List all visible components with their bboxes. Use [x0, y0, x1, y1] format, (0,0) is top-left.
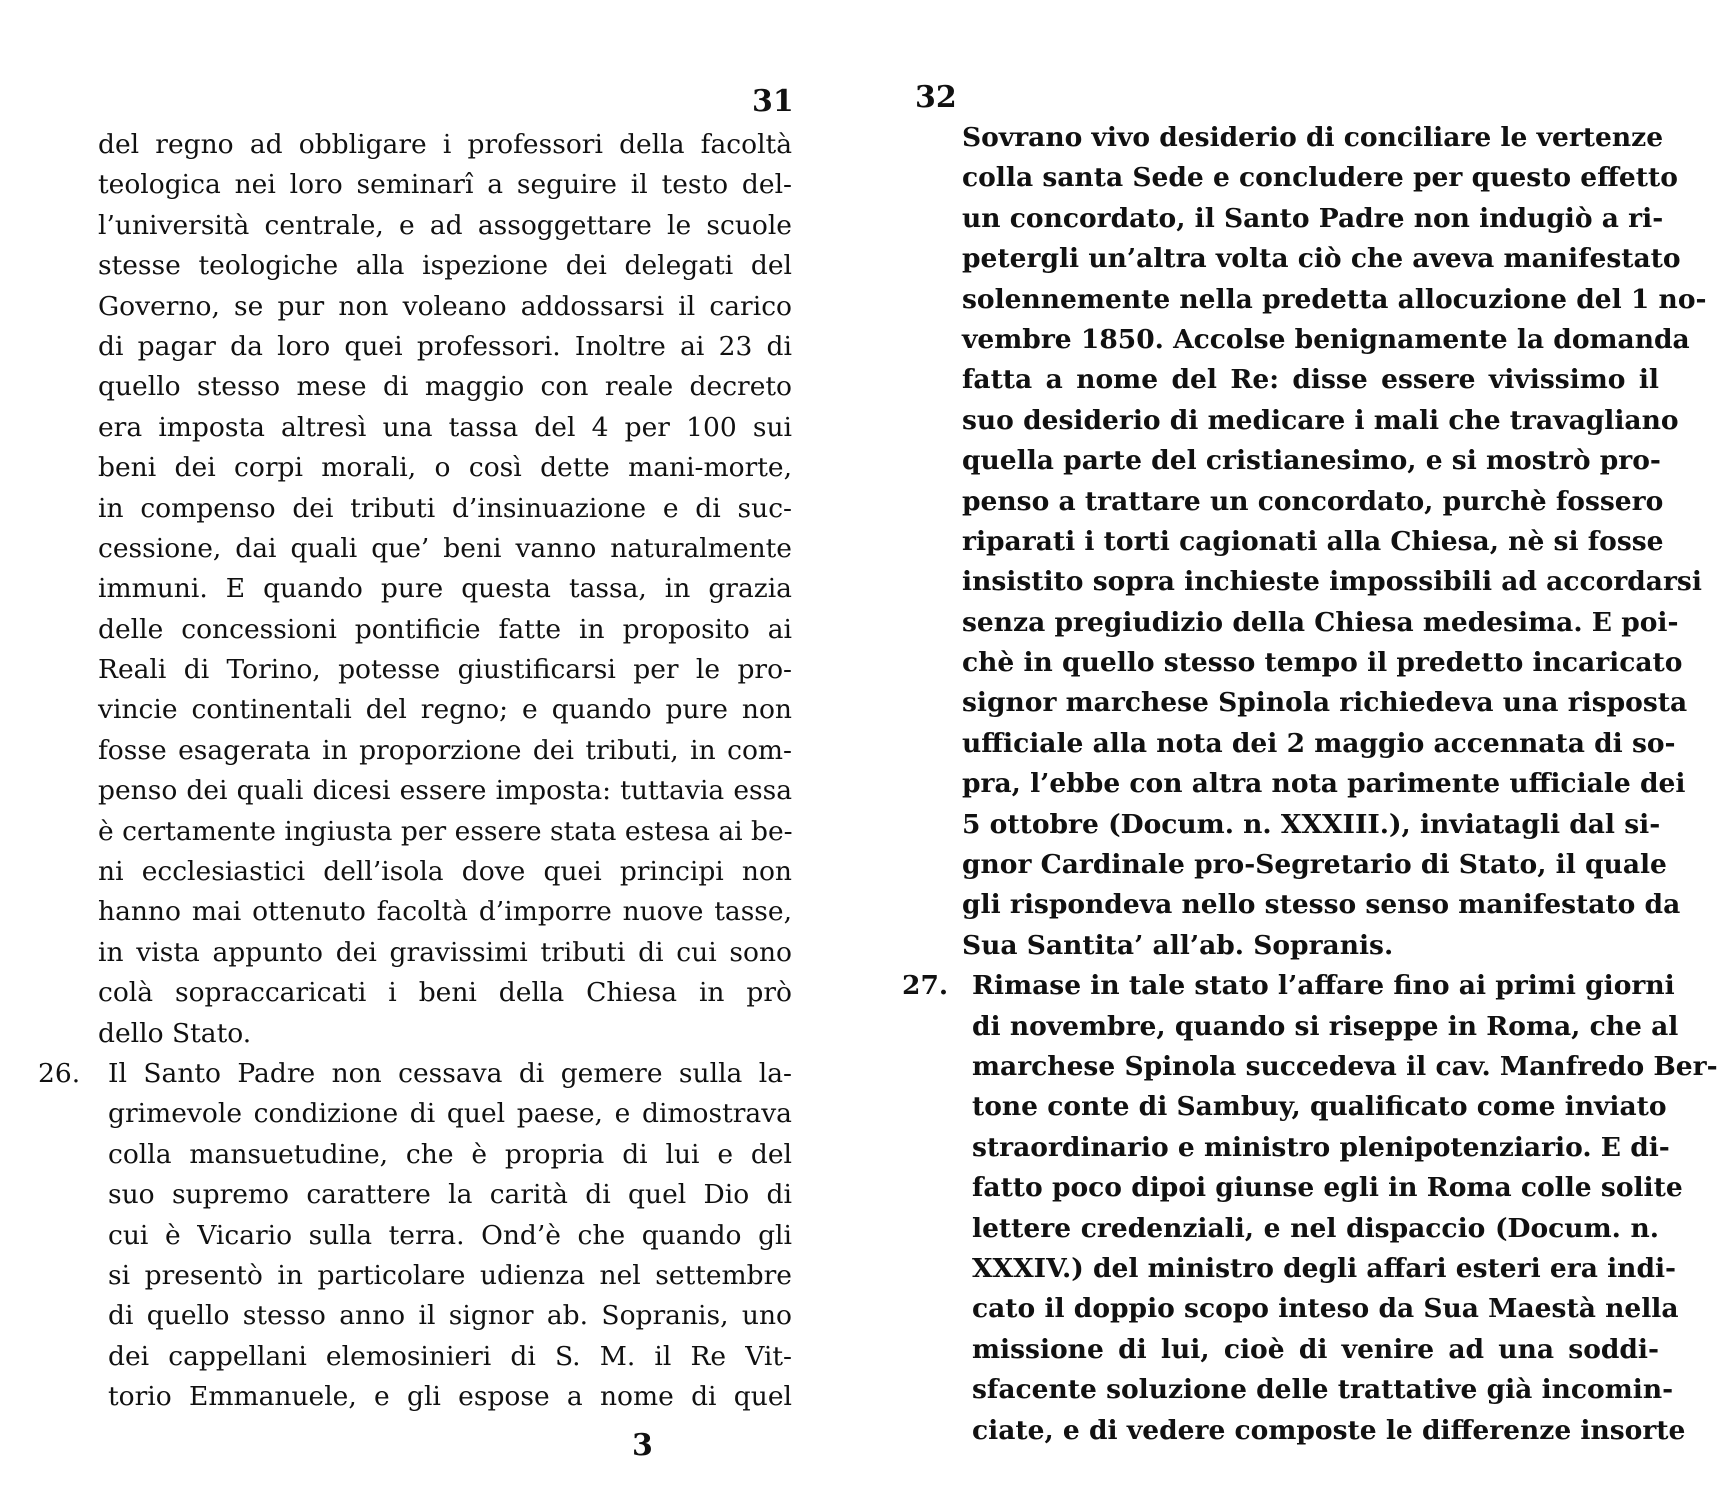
text-line: fatta a nome del Re: disse essere vivissimo il — [962, 364, 1659, 396]
text-line: hanno mai ottenuto facoltà d’imporre nuove tasse, — [98, 896, 792, 928]
page-number: 31 — [752, 84, 794, 119]
text-line: immuni. E quando pure questa tassa, in grazia — [98, 573, 792, 605]
text-line: riparati i torti cagionati alla Chiesa, nè si fosse — [962, 525, 1664, 557]
text-line: penso dei quali dicesi essere imposta: tuttavia essa — [98, 775, 792, 807]
text-line: fosse esagerata in proporzione dei tributi, in com- — [98, 734, 792, 766]
text-line: penso a trattare un concordato, purchè fossero — [962, 485, 1664, 517]
text-line: senza pregiudizio della Chiesa medesima. E poi- — [962, 606, 1679, 638]
text-line: suo desiderio di medicare i mali che travagliano — [962, 404, 1679, 436]
text-line: petergli un’altra volta ciò che aveva manifestato — [962, 243, 1681, 275]
text-line: si presentò in particolare udienza nel settembre — [108, 1259, 792, 1291]
text-line: l’università centrale, e ad assoggettare le scuole — [98, 209, 792, 241]
text-line: quello stesso mese di maggio con reale decreto — [98, 371, 792, 403]
text-line: vincie continentali del regno; e quando pure non — [98, 694, 792, 726]
line-text: Rimase in tale stato l’affare fino ai primi giorni — [972, 970, 1675, 1002]
text-line: di quello stesso anno il signor ab. Sopranis, uno — [108, 1300, 792, 1332]
text-line: fatto poco dipoi giunse egli in Roma colle solite — [972, 1172, 1683, 1204]
text-line — [38, 1054, 792, 1094]
text-line: signor marchese Spinola richiedeva una risposta — [962, 687, 1688, 719]
text-line: Reali di Torino, potesse giustificarsi per le pro- — [98, 654, 792, 686]
text-line: di pagar da loro quei professori. Inoltre ai 23 di — [98, 330, 792, 362]
text-line: dello Stato. — [98, 1017, 252, 1049]
text-line: in compenso dei tributi d’insinuazione e di suc- — [98, 492, 792, 524]
text-line: gli rispondeva nello stesso senso manifestato da — [962, 889, 1681, 921]
text-line: suo supremo carattere la carità di quel Dio di — [108, 1179, 792, 1211]
text-line: dei cappellani elemosinieri di S. M. il Re Vit- — [108, 1340, 792, 1372]
text-line: solennemente nella predetta allocuzione del 1 no- — [962, 283, 1707, 315]
text-line: quella parte del cristianesimo, e si mostrò pro- — [962, 445, 1661, 477]
text-line: teologica nei loro seminarî a seguire il testo del- — [98, 169, 792, 201]
text-line: cui è Vicario sulla terra. Ond’è che quando gli — [108, 1219, 792, 1251]
text-line: grimevole condizione di quel paese, e dimostrava — [108, 1098, 792, 1130]
left-page — [0, 0, 849, 1500]
text-line — [902, 966, 1675, 1006]
text-line: è certamente ingiusta per essere stata estesa ai be- — [98, 815, 793, 847]
text-line: ufficiale alla nota dei 2 maggio accennata di so- — [962, 727, 1676, 759]
text-line: vembre 1850. Accolse benignamente la domanda — [962, 323, 1690, 355]
text-line: di novembre, quando si riseppe in Roma, che al — [972, 1010, 1679, 1042]
text-line: stesse teologiche alla ispezione dei delegati del — [98, 250, 792, 282]
text-line: in vista appunto dei gravissimi tributi di cui sono — [98, 936, 792, 968]
text-line: Sua Santita’ all’ab. Sopranis. — [962, 929, 1394, 961]
text-line: cato il doppio scopo inteso da Sua Maestà nella — [972, 1293, 1679, 1325]
text-line: era imposta altresì una tassa del 4 per 100 sui — [98, 411, 792, 443]
text-line: lettere credenziali, e nel dispaccio (Docum. n. — [972, 1212, 1659, 1244]
text-line: Governo, se pur non voleano addossarsi il carico — [98, 290, 792, 322]
text-line: gnor Cardinale pro-Segretario di Stato, il quale — [962, 849, 1667, 881]
text-line: tone conte di Sambuy, qualificato come inviato — [972, 1091, 1667, 1123]
right-page — [849, 0, 1718, 1500]
text-line: del regno ad obbligare i professori della facoltà — [98, 129, 792, 160]
text-line: straordinario e ministro plenipotenziario. E di- — [972, 1131, 1670, 1163]
signature-mark: 3 — [632, 1428, 653, 1463]
text-line: un concordato, il Santo Padre non indugiò a ri- — [962, 202, 1664, 234]
text-line: pra, l’ebbe con altra nota parimente ufficiale dei — [962, 768, 1686, 800]
text-line: ni ecclesiastici dell’isola dove quei principi non — [98, 856, 792, 888]
text-line: insistito sopra inchieste impossibili ad accordarsi — [962, 566, 1702, 598]
text-line: Sovrano vivo desiderio di conciliare le vertenze — [962, 122, 1664, 153]
text-line: XXXIV.) del ministro degli affari esteri era indi- — [972, 1252, 1677, 1284]
page-number: 32 — [915, 80, 957, 115]
text-column — [902, 118, 1718, 1451]
text-line: delle concessioni pontificie fatte in proposito ai — [98, 613, 792, 645]
text-line: marchese Spinola succedeva il cav. Manfredo Ber- — [972, 1050, 1718, 1082]
text-line: sfacente soluzione delle trattative già incomin- — [972, 1374, 1674, 1406]
text-line: beni dei corpi morali, o così dette mani-morte, — [98, 452, 792, 484]
text-line: colla santa Sede e concludere per questo effetto — [962, 162, 1678, 194]
text-line: colla mansuetudine, che è propria di lui e del — [108, 1138, 792, 1170]
line-text: Il Santo Padre non cessava di gemere sulla la- — [108, 1057, 792, 1089]
paragraph-number: 27. — [902, 970, 949, 1002]
text-line: torio Emmanuele, e gli espose a nome di quel — [108, 1381, 792, 1413]
text-line: cessione, dai quali que’ beni vanno naturalmente — [98, 532, 792, 564]
text-line: ciate, e di vedere composte le differenze insorte — [972, 1414, 1686, 1446]
paragraph-number: 26. — [38, 1057, 81, 1089]
text-line: 5 ottobre (Docum. n. XXXIII.), inviatagli dal si- — [962, 808, 1661, 840]
text-line: missione di lui, cioè di venire ad una soddi- — [972, 1333, 1659, 1365]
text-line: chè in quello stesso tempo il predetto incaricato — [962, 647, 1683, 679]
text-column — [38, 125, 793, 1418]
text-line: colà sopraccaricati i beni della Chiesa in prò — [98, 977, 792, 1009]
